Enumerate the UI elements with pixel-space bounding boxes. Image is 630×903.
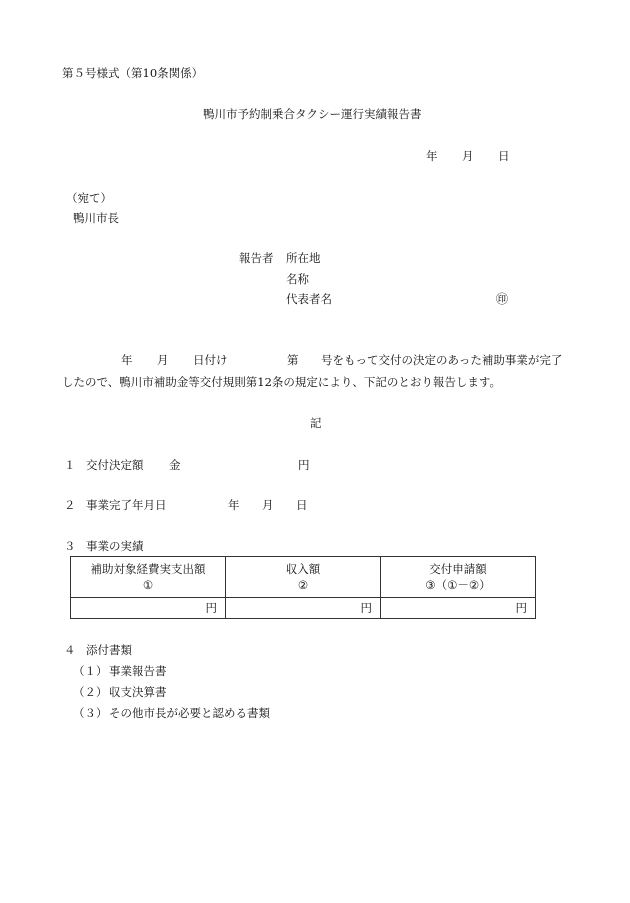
attachment-2-text: 収支決算書 [109, 685, 167, 699]
addressee-name: 鴨川市長 [73, 211, 119, 225]
section3-number: ３ [64, 539, 76, 553]
seal-mark: ㊞ [496, 292, 509, 306]
ki-heading: 記 [310, 416, 322, 430]
body-year: 年 [121, 353, 133, 367]
section3-label: 事業の実績 [86, 539, 144, 553]
date-day-label: 日 [498, 149, 510, 163]
section1-unit: 円 [298, 458, 310, 472]
body-line1-rest: 号をもって交付の決定のあった補助事業が完了 [321, 353, 563, 367]
section1-number: １ [64, 458, 76, 472]
header-income-marker: ② [297, 578, 309, 592]
section2-month: 月 [262, 498, 274, 512]
date-year-label: 年 [426, 149, 438, 163]
section4-number: ４ [64, 643, 76, 657]
section2-year: 年 [228, 498, 240, 512]
body-number-prefix: 第 [287, 353, 299, 367]
body-month: 月 [157, 353, 169, 367]
header-application-label: 交付申請額 [429, 562, 487, 576]
section2-day: 日 [296, 498, 308, 512]
results-table [70, 556, 536, 619]
body-dated: 日付け [193, 353, 228, 367]
attachment-2-number: （２） [73, 685, 108, 699]
header-expenditure [71, 557, 226, 598]
section1-prefix: 金 [169, 458, 181, 472]
header-income [226, 557, 381, 598]
body-line2: したので、鴨川市補助金等交付規則第12条の規定により、下記のとおり報告します。 [62, 375, 501, 389]
value-application-unit: 円 [381, 598, 536, 619]
name-label: 名称 [286, 272, 309, 286]
form-number: 第５号様式（第10条関係） [62, 66, 204, 80]
results-value-row [71, 598, 536, 619]
attachment-1-number: （１） [73, 664, 108, 678]
value-income-unit: 円 [226, 598, 381, 619]
reporter-label: 報告者 [239, 251, 274, 265]
document-title: 鴨川市予約制乗合タクシー運行実績報告書 [203, 107, 422, 121]
attachment-3-number: （３） [73, 706, 108, 720]
addressee-label: （宛て） [66, 191, 112, 205]
header-expenditure-label: 補助対象経費実支出額 [90, 562, 206, 576]
header-expenditure-marker: ① [142, 578, 154, 592]
value-expenditure-unit: 円 [71, 598, 226, 619]
attachment-3-text: その他市長が必要と認める書類 [109, 706, 270, 720]
header-application-marker: ③（①－②） [425, 578, 491, 592]
date-month-label: 月 [462, 149, 474, 163]
section2-number: ２ [64, 498, 76, 512]
attachment-1-text: 事業報告書 [109, 664, 167, 678]
section2-label: 事業完了年月日 [86, 498, 167, 512]
results-header-row [71, 557, 536, 598]
address-label: 所在地 [286, 251, 321, 265]
section1-label: 交付決定額 [86, 458, 144, 472]
section4-label: 添付書類 [86, 643, 132, 657]
header-income-label: 収入額 [285, 562, 321, 576]
header-application [381, 557, 536, 598]
representative-label: 代表者名 [286, 292, 332, 306]
